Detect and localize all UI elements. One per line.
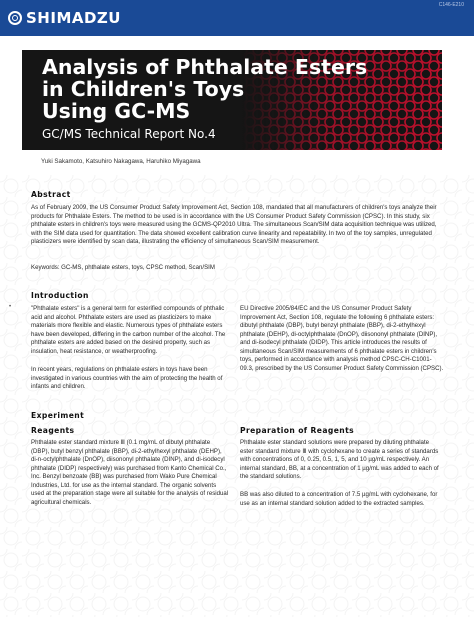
introduction-right-paragraph: EU Directive 2005/84/EC and the US Consumer Product Safety Improvement Act, Section 108, regulate the following 6 phthalate esters: dibutyl phthalate (DBP), butyl benzyl phthalate (BBP), di-2-ethylhexyl phthalate (DEHP), di-octylphthalate (DnOP), diisononyl phthalate (DINP), and di-isodecyl phthalate (DIDP). This article introduces the results of simultaneous Scan/SIM measurements of 6 phthalate esters in children's toys, performed in accordance with analysis method CPSC-CH-C1001-09.3, prescribed by the US Consumer Product Safety Commission (CPSC).: [240, 305, 444, 372]
reagents-body: Phthalate ester standard mixture Ⅲ (0.1 mg/mL of dibutyl phthalate (DBP), butyl benzyl phthalate (BBP), di-2-ethylhexyl phthalate (DEHP), di-n-octylphthalate (DnOP), diisononyl phthalate (DINP), and di-isodecyl phthalate (DIDP) respectively) was purchased from Kanto Chemical Co., Inc. Benzyl benzoate (BB) was purchased from Wako Pure Chemical Industries, Ltd. for use as the internal standard. The organic solvents used at the preparation stage were all suitable for the analysis of residual agricultural chemicals.: [31, 439, 229, 506]
title-line-1: Analysis of Phthalate Esters: [42, 55, 368, 79]
reagents-heading: Reagents: [31, 426, 75, 435]
document-code: C146-E210: [438, 2, 464, 8]
abstract-body: As of February 2009, the US Consumer Product Safety Improvement Act, Section 108, mandated that all manufacturers of children's toys analyze their products for Phthalate Esters. The method to be used is in accordance with the US Consumer Product Safety Commission (CPSC). In this study, six phthalate esters in children's toys were measured using the GCMS-QP2010 Ultra. The simultaneous Scan/SIM data acquisition technique was utilized, with the SIM data used for quantitation. The data showed excellent calibration curve linearity and repeatability. In two of the toy samples, unregulated plasticizers were identified by scan data, illustrating the efficiency of simultaneous Scan/SIM measurement.: [31, 204, 437, 246]
bullet-icon: •: [9, 304, 12, 310]
introduction-heading: Introduction: [31, 291, 89, 300]
preparation-heading: Preparation of Reagents: [240, 426, 355, 435]
keywords: Keywords: GC-MS, phthalate esters, toys, CPSC method, Scan/SIM: [31, 264, 215, 271]
introduction-left-paragraph-1: "Phthalate esters" is a general term for esterified compounds of phthalic acid and alcohol. Phthalate esters are used as plasticizers to make materials more flexible and elastic. Numerous types of phthalate esters have been developed, differing in the carbon number of the alcohol. The phthalate esters are added based on the desired property, such as insulation, heat resistance, or weatherproofing.: [31, 305, 226, 355]
experiment-heading: Experiment: [31, 411, 85, 420]
page-title: [42, 56, 402, 122]
title-panel: [22, 50, 442, 150]
brand-header-bar: [0, 0, 474, 36]
page-subtitle: GC/MS Technical Report No.4: [42, 127, 216, 141]
abstract-heading: Abstract: [31, 190, 71, 199]
preparation-body-1: Phthalate ester standard solutions were prepared by diluting phthalate ester standard mixture Ⅲ with cyclohexane to create a series of standards with concentrations of 0, 0.25, 0.5, 1, 5, and 10 µg/mL respectively. An internal standard, BB, at a concentration of 1 µg/mL was added to each of the standard solutions.: [240, 439, 439, 481]
title-line-3: Using GC-MS: [42, 99, 191, 123]
author-list: Yuki Sakamoto, Katsuhiro Nakagawa, Haruhiko Miyagawa: [41, 158, 201, 165]
shimadzu-logo: [8, 9, 121, 27]
shimadzu-logo-icon: [8, 11, 22, 25]
title-line-2: in Children's Toys: [42, 77, 245, 101]
introduction-left-paragraph-2: In recent years, regulations on phthalate esters in toys have been investigated in various countries with the aim of protecting the health of infants and children.: [31, 366, 223, 391]
brand-name: SHIMADZU: [26, 9, 121, 27]
preparation-body-2: BB was also diluted to a concentration of 7.5 µg/mL with cyclohexane, for use as an internal standard solution added to the extracted samples.: [240, 491, 438, 507]
